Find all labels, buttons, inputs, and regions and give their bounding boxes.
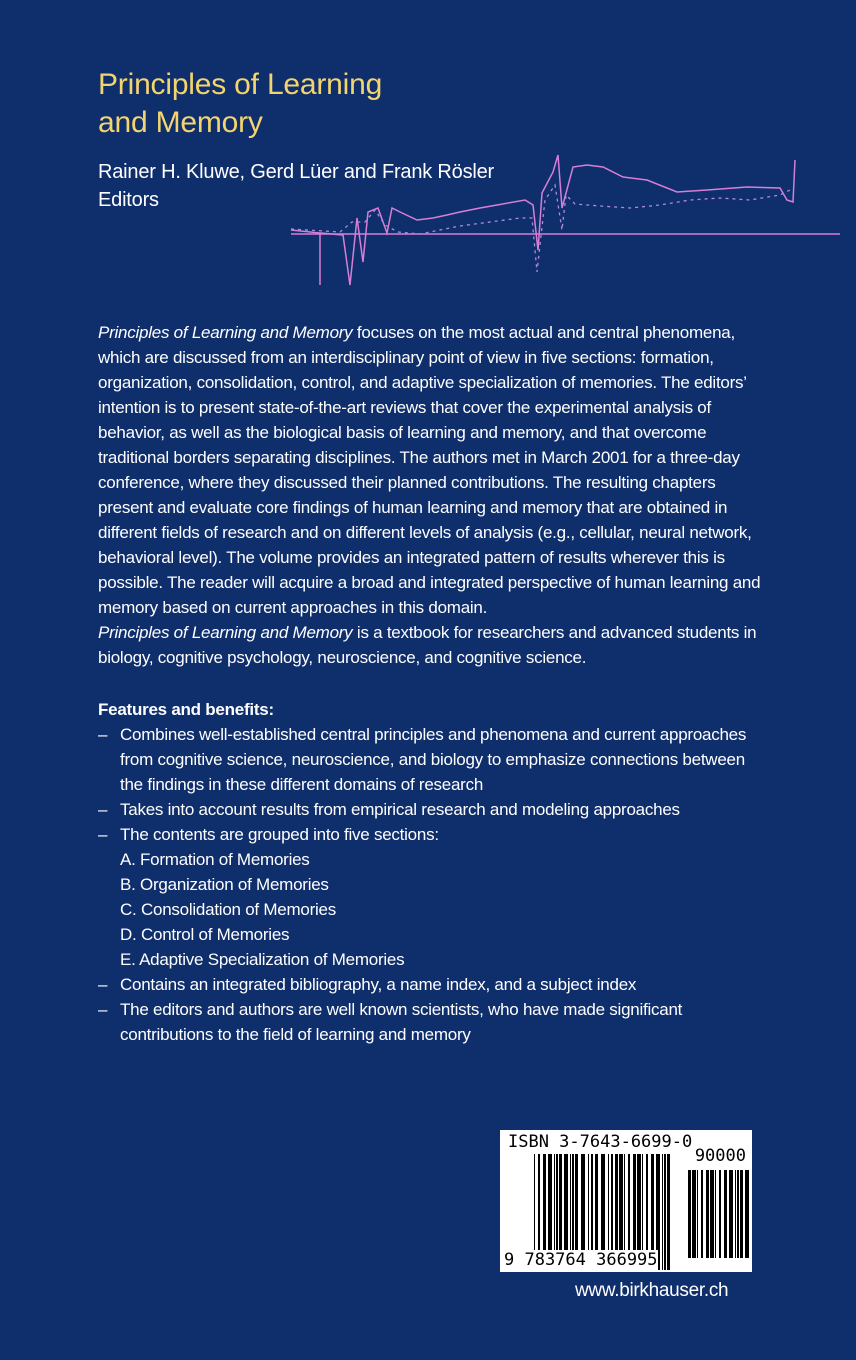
isbn-barcode [500, 1130, 752, 1272]
barcode-bar [688, 1170, 691, 1258]
section-item: D. Control of Memories [120, 925, 290, 944]
dash-bullet: – [98, 975, 108, 994]
barcode-bar [740, 1170, 743, 1258]
feature-item [98, 822, 768, 972]
feature-item [98, 972, 768, 997]
editors-names: Rainer H. Kluwe, Gerd Lüer and Frank Rösler [98, 161, 495, 183]
barcode-bar [745, 1170, 749, 1258]
barcode-bar [662, 1154, 663, 1270]
section-item: C. Consolidation of Memories [120, 900, 336, 919]
barcode-bar [735, 1170, 736, 1258]
barcode-bar [692, 1170, 696, 1258]
barcode-bar [701, 1170, 703, 1258]
dash-bullet: – [98, 725, 108, 744]
barcode-bar [710, 1170, 714, 1258]
barcode-bar [737, 1170, 739, 1258]
editors-label: Editors [98, 189, 159, 211]
section-item: B. Organization of Memories [120, 875, 329, 894]
dash-bullet: – [98, 800, 108, 819]
dash-bullet: – [98, 1000, 108, 1019]
wave-solid-trace [291, 155, 795, 285]
isbn-text: ISBN 3-7643-6699-0 [508, 1132, 693, 1152]
ean-number: 9 783764 366995 [504, 1250, 658, 1270]
barcode-bar [706, 1170, 709, 1258]
waveform-illustration [0, 0, 856, 300]
section-item: A. Formation of Memories [120, 850, 310, 869]
feature-text: The editors and authors are well known scientists, who have made significant contributions to the field of learning and memory [120, 1000, 683, 1044]
barcode-bar [729, 1170, 733, 1258]
paragraph-text: focuses on the most actual and central phenomena, which are discussed from an interdisciplinary point of view in five sections: formation, organization, consolidation, control, and adaptive specialization of memories. The editors’ intention is to present state-of-the-art reviews that cover the experimental analysis of behavior, as well as the biological basis of learning and memory, and that overcome traditional borders separating disciplines. The authors met in March 2001 for a three-day conference, where they discussed their planned contributions. The resulting chapters present and evaluate core findings of human learning and memory that are obtained in different fields of research and on different levels of analysis (e.g., cellular, neural network, behavioral level). The volume provides an integrated pattern of results wherever this is possible. The reader will acquire a broad and integrated perspective of human learning and memory based on current approaches in this domain. [98, 323, 761, 617]
barcode-bar [715, 1170, 716, 1258]
description-paragraph-1 [98, 320, 768, 620]
description [98, 320, 768, 670]
barcode-bar [724, 1170, 727, 1258]
barcode-bar [667, 1154, 670, 1270]
dash-bullet: – [98, 825, 108, 844]
book-title-italic: Principles of Learning and Memory [98, 323, 353, 342]
price-addon-text: 90000 [694, 1146, 746, 1166]
feature-text: Contains an integrated bibliography, a name index, and a subject index [120, 975, 637, 994]
features-section [98, 697, 768, 1047]
description-paragraph-2 [98, 620, 768, 670]
feature-text: Takes into account results from empirical research and modeling approaches [120, 800, 680, 819]
title-line-1: Principles of Learning [98, 68, 383, 101]
barcode-bar [664, 1154, 666, 1270]
publisher-website: www.birkhauser.ch [575, 1280, 729, 1301]
feature-item [98, 797, 768, 822]
features-heading: Features and benefits: [98, 700, 274, 719]
feature-text: The contents are grouped into five sections: [120, 825, 439, 844]
feature-item [98, 997, 768, 1047]
barcode-bar [719, 1170, 721, 1258]
features-list [98, 722, 768, 1047]
paragraph-text: is a textbook for researchers and advanced students in biology, cognitive psychology, neuroscience, and cognitive science. [98, 623, 757, 667]
book-title-italic: Principles of Learning and Memory [98, 623, 353, 642]
barcode-bar [697, 1170, 698, 1258]
feature-text: Combines well-established central principles and phenomena and current approaches from cognitive science, neuroscience, and biology to emphasize connections between the findings in these different domains of research [120, 725, 747, 794]
section-item: E. Adaptive Specialization of Memories [120, 950, 405, 969]
feature-item [98, 722, 768, 797]
title-line-2: and Memory [98, 106, 263, 139]
